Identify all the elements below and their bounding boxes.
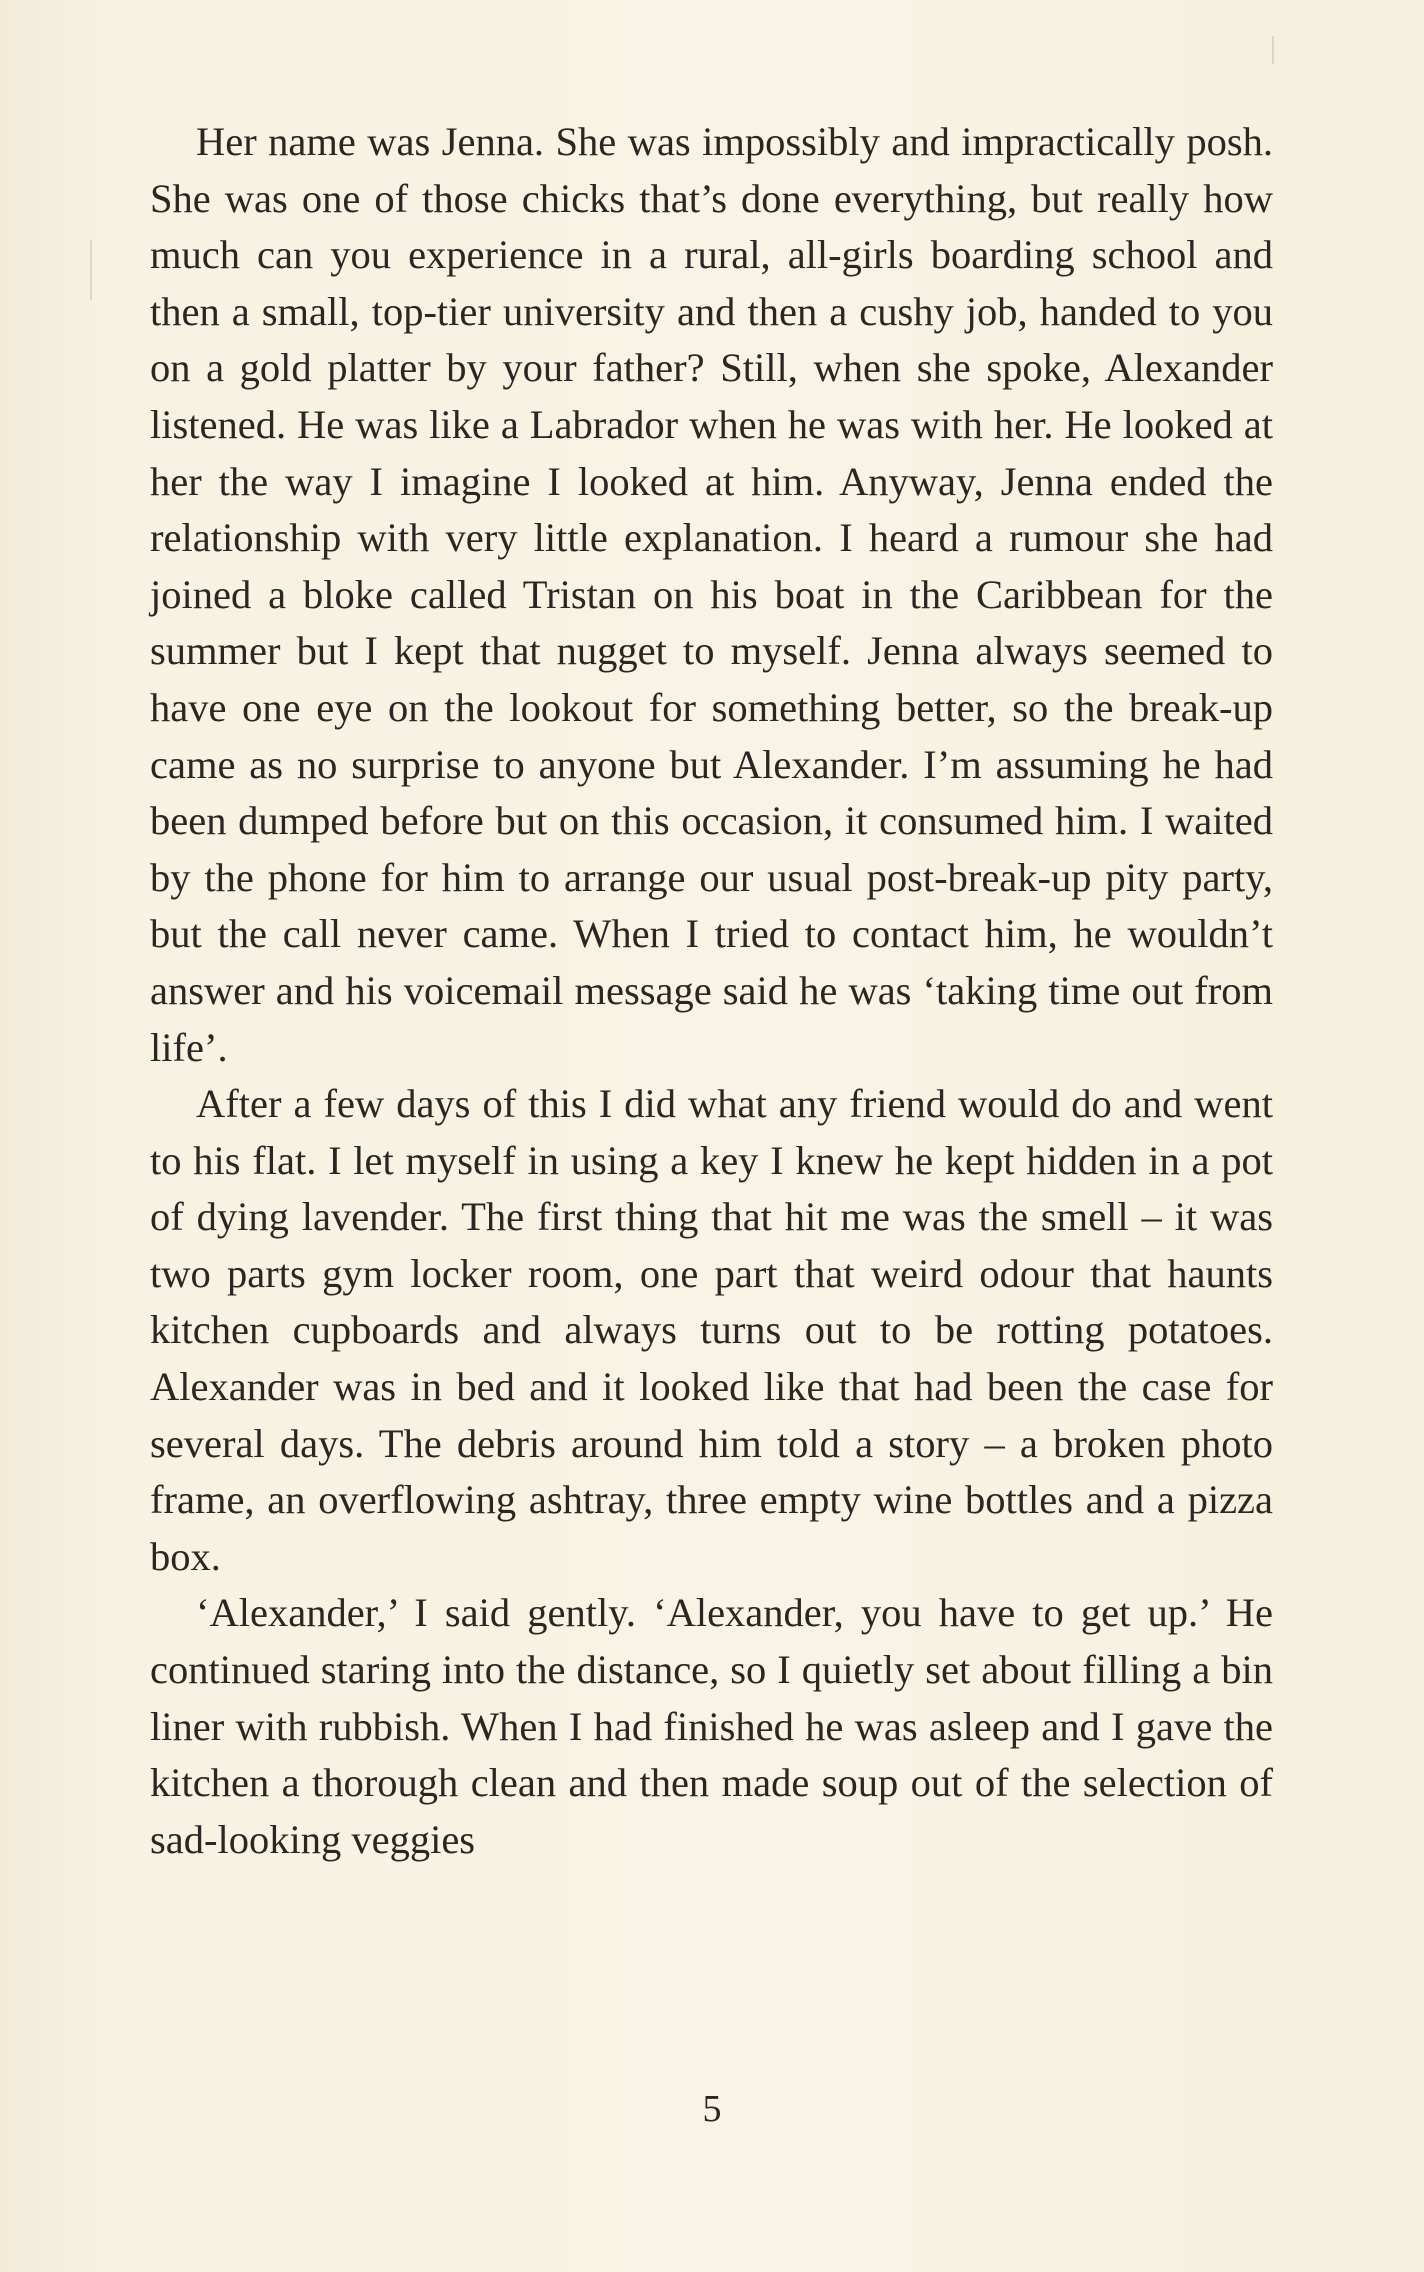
page-edge-mark xyxy=(90,240,92,300)
page-edge-mark xyxy=(1272,36,1274,64)
page-number: 5 xyxy=(702,2088,722,2130)
paragraph-3: ‘Alexander,’ I said gently. ‘Alexander, you have to get up.’ He continued staring into the distance, so I quietly set about filling a bin liner with rubbish. When I had finished he was asleep and I gave the kitchen a thorough clean and then made soup out of the selection of sad-looking veggies xyxy=(150,1590,1273,1862)
body-text xyxy=(150,114,1273,1868)
paragraph-2: After a few days of this I did what any friend would do and went to his flat. I let myself in using a key I knew he kept hidden in a pot of dying lavender. The first thing that hit me was the smell – it was two parts gym locker room, one part that weird odour that haunts kitchen cupboards and always turns out to be rotting potatoes. Alexander was in bed and it looked like that had been the case for several days. The debris around him told a story – a broken photo frame, an overflowing ashtray, three empty wine bottles and a pizza box. xyxy=(150,1081,1273,1579)
paragraph-1: Her name was Jenna. She was impossibly and impractically posh. She was one of those chicks that’s done everything, but really how much can you experience in a rural, all-girls boarding school and then a small, top-tier university and then a cushy job, handed to you on a gold platter by your father? Still, when she spoke, Alexander listened. He was like a Labrador when he was with her. He looked at her the way I imagine I looked at him. Anyway, Jenna ended the relationship with very little explanation. I heard a rumour she had joined a bloke called Tristan on his boat in the Caribbean for the summer but I kept that nugget to myself. Jenna always seemed to have one eye on the lookout for something better, so the break-up came as no surprise to anyone but Alexander. I’m assuming he had been dumped before but on this occasion, it consumed him. I waited by the phone for him to arrange our usual post-break-up pity party, but the call never came. When I tried to contact him, he wouldn’t answer and his voicemail message said he was ‘taking time out from life’. xyxy=(150,119,1273,1070)
